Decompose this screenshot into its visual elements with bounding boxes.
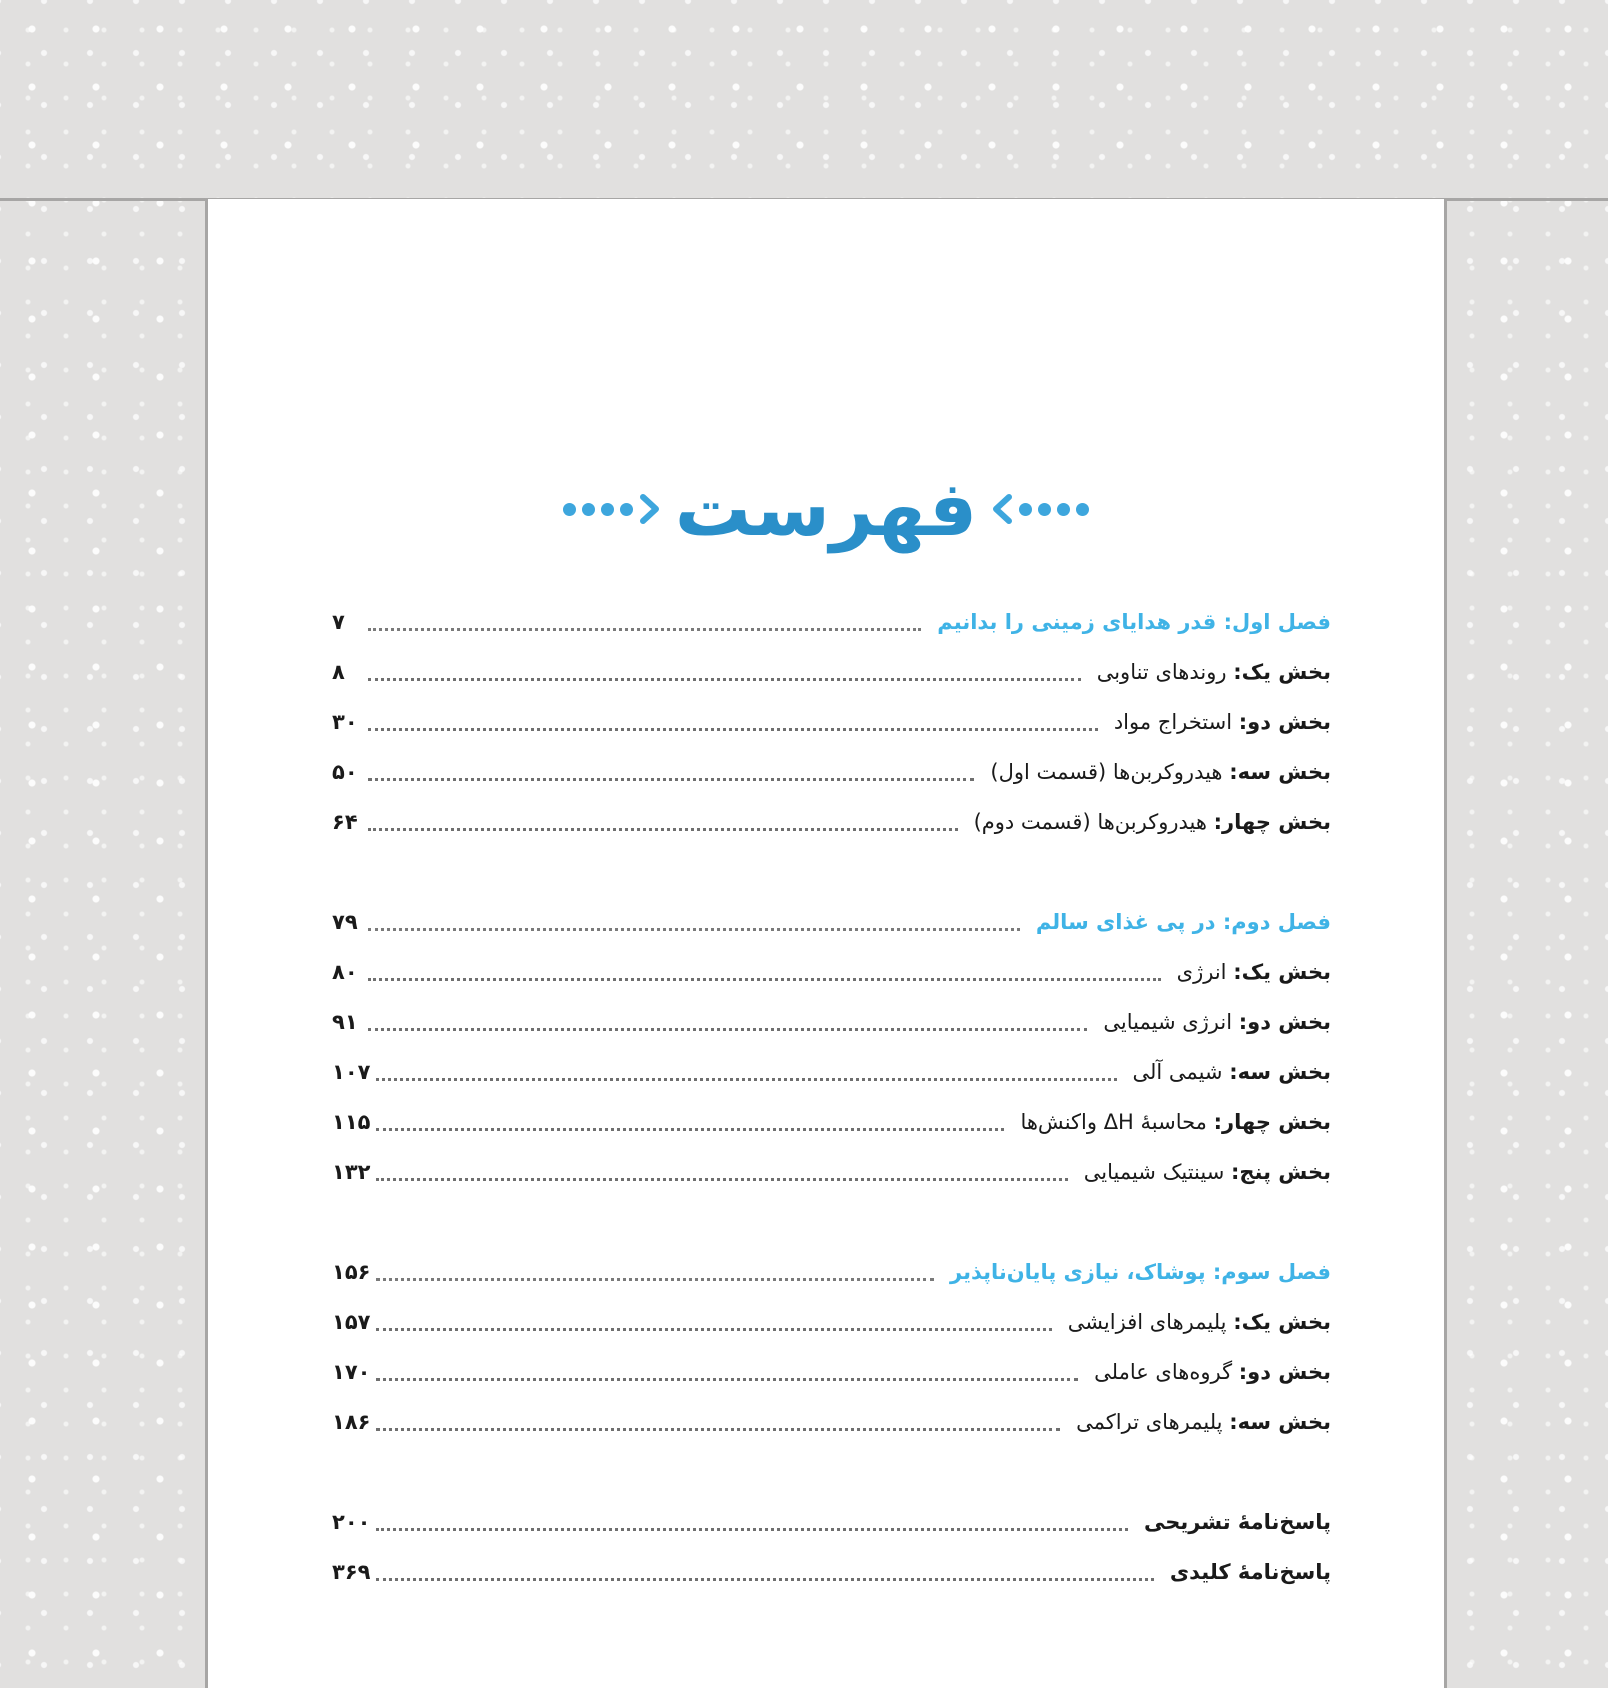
toc-section-2-1[interactable] (332, 947, 1331, 997)
dot-leader (376, 1176, 1067, 1181)
dot-leader (376, 1376, 1078, 1381)
page-number: ۸۰ (332, 960, 358, 984)
dot-icon (1076, 503, 1089, 516)
table-of-contents (332, 597, 1331, 1597)
page-number: ۱۵۷ (332, 1310, 371, 1334)
chapter-title: فصل دوم: در پی غذای سالم (1035, 910, 1331, 934)
section-title: بخش پنج: سینتیک شیمیایی (1083, 1160, 1331, 1184)
section-title: بخش سه: شیمی آلی (1132, 1060, 1331, 1084)
page-number: ۱۱۵ (332, 1110, 371, 1134)
section-title: بخش چهار: محاسبهٔ ΔH واکنش‌ها (1020, 1110, 1331, 1134)
toc-section-2-3[interactable] (332, 1047, 1331, 1097)
dot-leader (376, 1526, 1128, 1531)
dot-leader (376, 1126, 1004, 1131)
dot-leader (368, 776, 974, 781)
toc-answer-key[interactable] (332, 1547, 1331, 1597)
title-left-ornament (563, 493, 661, 525)
section-title: بخش دو: گروه‌های عاملی (1094, 1360, 1331, 1384)
page-number: ۳۰ (332, 710, 358, 734)
page-number: ۱۰۷ (332, 1060, 371, 1084)
group-spacer (332, 1447, 1331, 1497)
section-title: بخش چهار: هیدروکربن‌ها (قسمت دوم) (973, 810, 1331, 834)
dot-leader (376, 1426, 1060, 1431)
page-number: ۵۰ (332, 760, 358, 784)
title-right-ornament (991, 493, 1089, 525)
answer-key-title: پاسخ‌نامهٔ کلیدی (1169, 1560, 1331, 1584)
toc-section-1-2[interactable] (332, 697, 1331, 747)
toc-section-2-4[interactable] (332, 1097, 1331, 1147)
toc-section-1-3[interactable] (332, 747, 1331, 797)
chevron-right-icon (639, 493, 661, 525)
dot-icon (1057, 503, 1070, 516)
section-title: بخش یک: انرژی (1176, 960, 1331, 984)
toc-section-2-5[interactable] (332, 1147, 1331, 1197)
toc-chapter-3[interactable] (332, 1247, 1331, 1297)
toc-section-3-1[interactable] (332, 1297, 1331, 1347)
page-number: ۱۵۶ (332, 1260, 371, 1284)
toc-section-1-1[interactable] (332, 647, 1331, 697)
section-title: بخش دو: انرژی شیمیایی (1103, 1010, 1331, 1034)
section-title: بخش سه: پلیمرهای تراکمی (1076, 1410, 1331, 1434)
dot-leader (368, 976, 1161, 981)
toc-chapter-1[interactable] (332, 597, 1331, 647)
page-number: ۱۸۶ (332, 1410, 371, 1434)
section-title: بخش سه: هیدروکربن‌ها (قسمت اول) (990, 760, 1331, 784)
toc-chapter-2[interactable] (332, 897, 1331, 947)
dot-leader (376, 1076, 1116, 1081)
toc-page (205, 199, 1447, 1688)
page-number: ۶۴ (332, 810, 358, 834)
title-banner (208, 444, 1444, 574)
chapter-title: فصل اول: قدر هدایای زمینی را بدانیم (937, 610, 1331, 634)
group-spacer (332, 847, 1331, 897)
chapter-title: فصل سوم: پوشاک، نیازی پایان‌ناپذیر (950, 1260, 1331, 1284)
section-title: بخش دو: استخراج مواد (1113, 710, 1331, 734)
dot-icon (601, 503, 614, 516)
dot-leader (368, 676, 1081, 681)
dot-icon (620, 503, 633, 516)
dot-leader (368, 1026, 1087, 1031)
chevron-left-icon (991, 493, 1013, 525)
page-number: ۸ (332, 660, 345, 684)
page-number: ۲۰۰ (332, 1510, 371, 1534)
page-number: ۹۱ (332, 1010, 358, 1034)
page-number: ۳۶۹ (332, 1560, 371, 1584)
dot-icon (1019, 503, 1032, 516)
dot-leader (368, 626, 921, 631)
dot-icon (563, 503, 576, 516)
page-number: ۷ (332, 610, 345, 634)
section-title: بخش یک: روندهای تناوبی (1096, 660, 1331, 684)
toc-section-1-4[interactable] (332, 797, 1331, 847)
page-number: ۷۹ (332, 910, 358, 934)
dot-leader (368, 826, 958, 831)
page-number: ۱۳۲ (332, 1160, 371, 1184)
toc-section-3-2[interactable] (332, 1347, 1331, 1397)
page-number: ۱۷۰ (332, 1360, 371, 1384)
dot-leader (368, 926, 1020, 931)
toc-section-3-3[interactable] (332, 1397, 1331, 1447)
dot-icon (1038, 503, 1051, 516)
group-spacer (332, 1197, 1331, 1247)
dot-leader (376, 1576, 1153, 1581)
toc-answer-descriptive[interactable] (332, 1497, 1331, 1547)
answer-key-title: پاسخ‌نامهٔ تشریحی (1144, 1510, 1331, 1534)
page-title: فهرست (674, 464, 978, 553)
dot-leader (376, 1326, 1051, 1331)
dot-icon (582, 503, 595, 516)
toc-section-2-2[interactable] (332, 997, 1331, 1047)
section-title: بخش یک: پلیمرهای افزایشی (1067, 1310, 1331, 1334)
dot-leader (368, 726, 1098, 731)
dot-leader (376, 1276, 934, 1281)
